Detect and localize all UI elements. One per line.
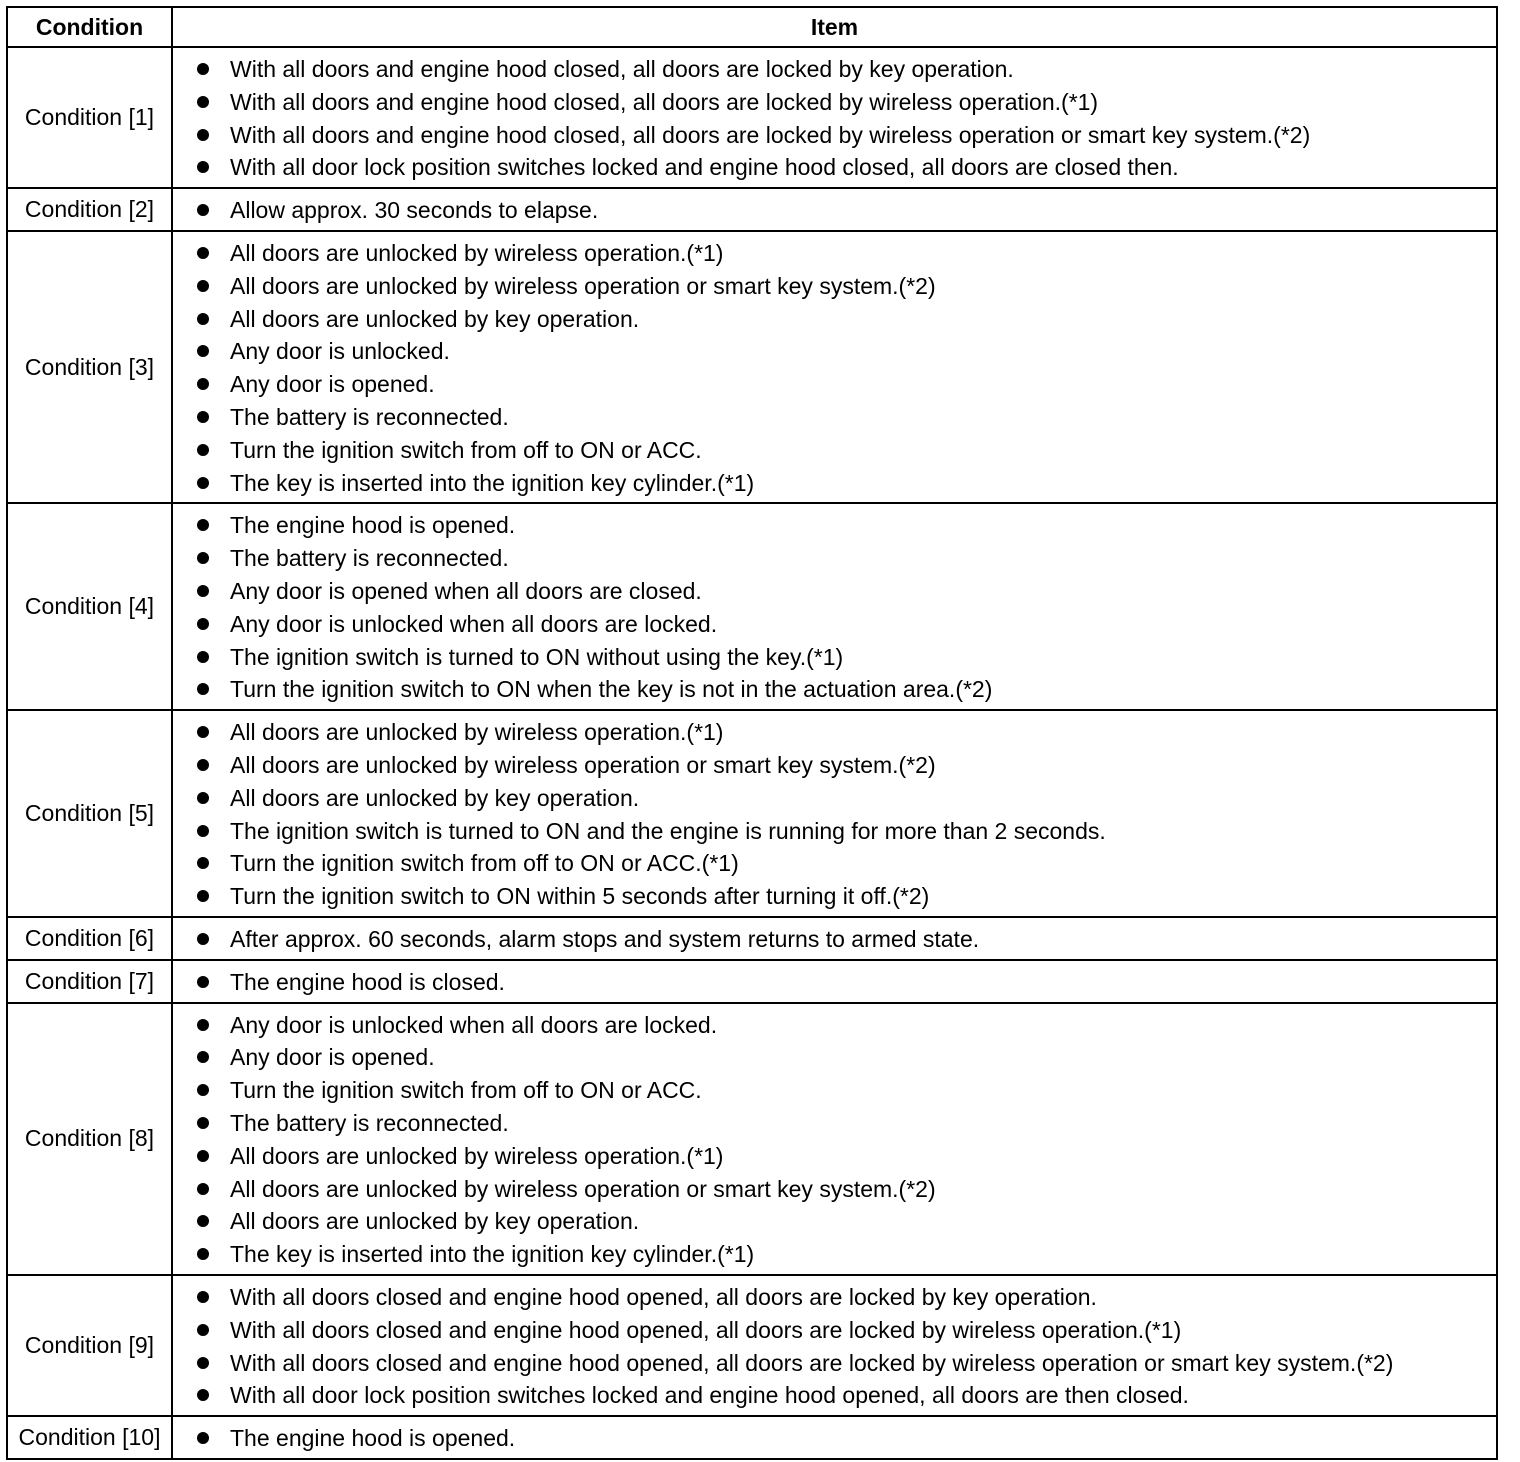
condition-label: Condition [5] bbox=[7, 710, 172, 917]
condition-label: Condition [2] bbox=[7, 188, 172, 231]
condition-label: Condition [8] bbox=[7, 1003, 172, 1275]
table-row bbox=[7, 503, 1497, 710]
item-list bbox=[173, 53, 1496, 184]
condition-label: Condition [9] bbox=[7, 1275, 172, 1416]
list-item: Any door is opened when all doors are closed. bbox=[195, 575, 1496, 608]
list-item: Any door is opened. bbox=[195, 368, 1496, 401]
list-item: With all doors and engine hood closed, all doors are locked by key operation. bbox=[195, 53, 1496, 86]
list-item: Allow approx. 30 seconds to elapse. bbox=[195, 194, 1496, 227]
list-item: All doors are unlocked by wireless operation.(*1) bbox=[195, 716, 1496, 749]
list-item: With all door lock position switches locked and engine hood closed, all doors are closed then. bbox=[195, 151, 1496, 184]
table-row bbox=[7, 710, 1497, 917]
list-item: All doors are unlocked by wireless operation.(*1) bbox=[195, 237, 1496, 270]
list-item: Turn the ignition switch to ON within 5 seconds after turning it off.(*2) bbox=[195, 880, 1496, 913]
condition-column-header: Condition bbox=[7, 7, 172, 47]
list-item: All doors are unlocked by wireless operation.(*1) bbox=[195, 1140, 1496, 1173]
item-list bbox=[173, 716, 1496, 913]
list-item: Turn the ignition switch from off to ON or ACC. bbox=[195, 1074, 1496, 1107]
item-cell bbox=[172, 1275, 1497, 1416]
condition-label: Condition [4] bbox=[7, 503, 172, 710]
list-item: Any door is unlocked. bbox=[195, 335, 1496, 368]
item-list bbox=[173, 509, 1496, 706]
list-item: All doors are unlocked by wireless operation or smart key system.(*2) bbox=[195, 749, 1496, 782]
list-item: The key is inserted into the ignition key cylinder.(*1) bbox=[195, 467, 1496, 500]
list-item: With all doors closed and engine hood opened, all doors are locked by wireless operation or smart key system.(*2) bbox=[195, 1347, 1496, 1380]
list-item: With all doors closed and engine hood opened, all doors are locked by key operation. bbox=[195, 1281, 1496, 1314]
list-item: The engine hood is opened. bbox=[195, 509, 1496, 542]
list-item: The battery is reconnected. bbox=[195, 401, 1496, 434]
item-cell bbox=[172, 503, 1497, 710]
item-cell bbox=[172, 231, 1497, 503]
list-item: Turn the ignition switch to ON when the key is not in the actuation area.(*2) bbox=[195, 673, 1496, 706]
list-item: The engine hood is closed. bbox=[195, 966, 1496, 999]
item-list bbox=[173, 923, 1496, 956]
list-item: With all doors and engine hood closed, all doors are locked by wireless operation.(*1) bbox=[195, 86, 1496, 119]
condition-label: Condition [1] bbox=[7, 47, 172, 188]
condition-label: Condition [6] bbox=[7, 917, 172, 960]
list-item: All doors are unlocked by key operation. bbox=[195, 782, 1496, 815]
list-item: All doors are unlocked by key operation. bbox=[195, 1205, 1496, 1238]
item-cell bbox=[172, 1003, 1497, 1275]
item-list bbox=[173, 194, 1496, 227]
table-row bbox=[7, 47, 1497, 188]
table-row bbox=[7, 1275, 1497, 1416]
condition-label: Condition [10] bbox=[7, 1416, 172, 1459]
item-list bbox=[173, 966, 1496, 999]
item-list bbox=[173, 1009, 1496, 1271]
list-item: All doors are unlocked by wireless operation or smart key system.(*2) bbox=[195, 270, 1496, 303]
list-item: With all doors closed and engine hood opened, all doors are locked by wireless operation.(*1) bbox=[195, 1314, 1496, 1347]
condition-label: Condition [7] bbox=[7, 960, 172, 1003]
item-cell bbox=[172, 960, 1497, 1003]
list-item: All doors are unlocked by key operation. bbox=[195, 303, 1496, 336]
list-item: The key is inserted into the ignition key cylinder.(*1) bbox=[195, 1238, 1496, 1271]
list-item: The battery is reconnected. bbox=[195, 1107, 1496, 1140]
list-item: After approx. 60 seconds, alarm stops and system returns to armed state. bbox=[195, 923, 1496, 956]
list-item: With all doors and engine hood closed, all doors are locked by wireless operation or smart key system.(*2) bbox=[195, 119, 1496, 152]
table-row bbox=[7, 960, 1497, 1003]
list-item: The engine hood is opened. bbox=[195, 1422, 1496, 1455]
list-item: The battery is reconnected. bbox=[195, 542, 1496, 575]
item-list bbox=[173, 1422, 1496, 1455]
list-item: All doors are unlocked by wireless operation or smart key system.(*2) bbox=[195, 1173, 1496, 1206]
list-item: Turn the ignition switch from off to ON or ACC. bbox=[195, 434, 1496, 467]
item-list bbox=[173, 1281, 1496, 1412]
condition-label: Condition [3] bbox=[7, 231, 172, 503]
item-cell bbox=[172, 47, 1497, 188]
item-cell bbox=[172, 188, 1497, 231]
table-row bbox=[7, 188, 1497, 231]
item-column-header: Item bbox=[172, 7, 1497, 47]
list-item: With all door lock position switches locked and engine hood opened, all doors are then closed. bbox=[195, 1379, 1496, 1412]
list-item: Any door is unlocked when all doors are locked. bbox=[195, 1009, 1496, 1042]
table-row bbox=[7, 1416, 1497, 1459]
list-item: The ignition switch is turned to ON and the engine is running for more than 2 seconds. bbox=[195, 815, 1496, 848]
list-item: Any door is unlocked when all doors are locked. bbox=[195, 608, 1496, 641]
item-list bbox=[173, 237, 1496, 499]
table-row bbox=[7, 1003, 1497, 1275]
item-cell bbox=[172, 1416, 1497, 1459]
item-cell bbox=[172, 917, 1497, 960]
list-item: The ignition switch is turned to ON without using the key.(*1) bbox=[195, 641, 1496, 674]
list-item: Turn the ignition switch from off to ON or ACC.(*1) bbox=[195, 847, 1496, 880]
list-item: Any door is opened. bbox=[195, 1041, 1496, 1074]
table-row bbox=[7, 231, 1497, 503]
table-row bbox=[7, 917, 1497, 960]
item-cell bbox=[172, 710, 1497, 917]
condition-table bbox=[6, 6, 1498, 1460]
header-row bbox=[7, 7, 1497, 47]
table-body bbox=[7, 47, 1497, 1459]
